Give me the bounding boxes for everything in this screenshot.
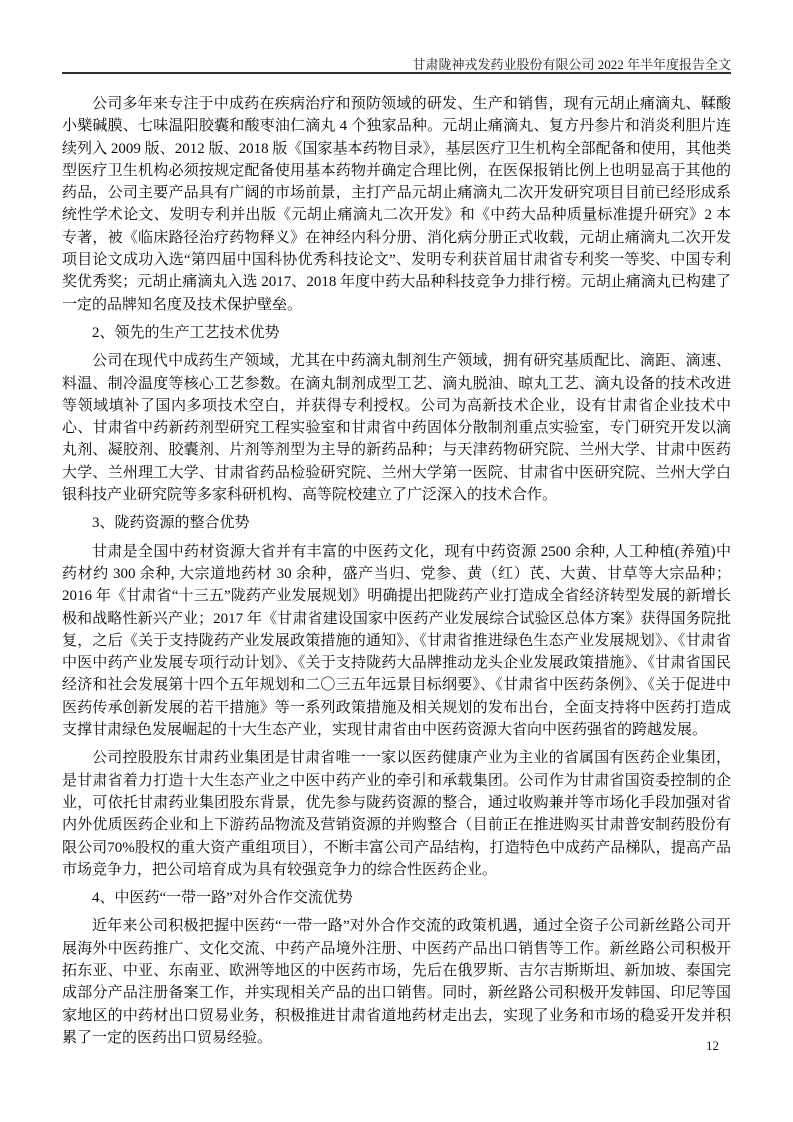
page-footer: [62, 1038, 731, 1054]
section-heading-3: 3、陇药资源的整合优势: [92, 515, 250, 532]
paragraph-products: 公司多年来专注于中成药在疾病治疗和预防领域的研发、生产和销售，现有元胡止痛滴丸、鞣酸小檗碱膜、七味温阳胶囊和酸枣油仁滴丸 4 个独家品种。元胡止痛滴丸、复方丹参片和消炎利胆片连续列入 2009 版、2012 版、2018 版《国家基本药物目录》，基层医疗卫生机构全部配备和使用，其他类型医疗卫生机构必须按规定配备使用基本药物并确定合理比例，在医保报销比例上也明显高于其他的药品，公司主要产品具有广阔的市场前景，主打产品元胡止痛滴丸二次开发研究项目目前已经形成系统性学术论文、发明专利并出版《元胡止痛滴丸二次开发》和《中药大品种质量标准提升研究》2 本专著，被《临床路径治疗药物释义》在神经内科分册、消化病分册正式收载，元胡止痛滴丸二次开发项目论文成功入选“第四届中国科协优秀科技论文”、发明专利获首届甘肃省专利奖一等奖、中国专利奖优秀奖；元胡止痛滴丸入选 2017、2018 年度中药大品种科技竞争力排行榜。元胡止痛滴丸已构建了一定的品牌知名度及技术保护壁垒。: [62, 96, 731, 313]
paragraph-resources: 甘肃是全国中药材资源大省并有丰富的中医药文化，现有中药资源 2500 余种, 人工种植(养殖)中药材约 300 余种, 大宗道地药材 30 余种，盛产当归、党参、黄（红）芪、大黄、甘草等大宗品种；2016 年《甘肃省“十三五”陇药产业发展规划》明确提出把陇药产业打造成全省经济转型发展的新增长极和战略性新兴产业；2017 年《甘肃省建设国家中医药产业发展综合试验区总体方案》获得国务院批复，之后《关于支持陇药产业发展政策措施的通知》、《甘肃省推进绿色生态产业发展规划》、《甘肃省中医中药产业发展专项行动计划》、《关于支持陇药大品牌推动龙头企业发展政策措施》、《甘肃省国民经济和社会发展第十四个五年规划和二〇三五年远景目标纲要》、《甘肃省中医药条例》、《关于促进中医药传承创新发展的若干措施》等一系列政策措施及相关规划的发布出台，全面支持将中医药打造成支撑甘肃绿色发展崛起的十大生态产业，实现甘肃省由中医药资源大省向中医药强省的跨越发展。: [62, 543, 731, 739]
section-heading-4: 4、中医药“一带一路”对外合作交流优势: [92, 890, 353, 907]
document-body: [62, 93, 731, 1055]
page-header: [62, 54, 731, 73]
paragraph-production-tech: 公司在现代中成药生产领域，尤其在中药滴丸制剂生产领域，拥有研究基质配比、滴距、滴速、料温、制冷温度等核心工艺参数。在滴丸制剂成型工艺、滴丸脱油、晾丸工艺、滴丸设备的技术改进等领域填补了国内多项技术空白，并获得专利授权。公司为高新技术企业，设有甘肃省企业技术中心、甘肃省中药新药剂型研究工程实验室和甘肃省中药固体分散制剂重点实验室，专门研究开发以滴丸剂、凝胶剂、胶囊剂、片剂等剂型为主导的新药品种；与天津药物研究院、兰州大学、甘肃中医药大学、兰州理工大学、甘肃省药品检验研究院、兰州大学第一医院、甘肃省中医研究院、兰州大学白银科技产业研究院等多家科研机构、高等院校建立了广泛深入的技术合作。: [62, 353, 731, 504]
paragraph-belt-and-road: 近年来公司积极把握中医药“一带一路”对外合作交流的政策机遇，通过全资子公司新丝路公司开展海外中医药推广、文化交流、中药产品境外注册、中医药产品出口销售等工作。新丝路公司积极开拓东亚、中亚、东南亚、欧洲等地区的中医药市场，先后在俄罗斯、吉尔吉斯斯坦、新加坡、泰国完成部分产品注册备案工作，并实现相关产品的出口销售。同时，新丝路公司积极开发韩国、印尼等国家地区的中药材出口贸易业务，积极推进甘肃省道地药材走出去，实现了业务和市场的稳妥开发并积累了一定的医药出口贸易经验。: [62, 918, 731, 1046]
section-heading-2: 2、领先的生产工艺技术优势: [92, 324, 280, 341]
paragraph-group-holding: 公司控股股东甘肃药业集团是甘肃省唯一一家以医药健康产业为主业的省属国有医药企业集团，是甘肃省着力打造十大生态产业之中医中药产业的牵引和承载集团。公司作为甘肃省国资委控制的企业，可依托甘肃药业集团股东背景，优先参与陇药资源的整合，通过收购兼并等市场化手段加强对省内外优质医药企业和上下游药品物流及营销资源的并购整合（目前正在推进购买甘肃普安制药股份有限公司70%股权的重大资产重组项目），不断丰富公司产品结构，打造特色中成药产品梯队，提高产品市场竞争力，把公司培育成为具有较强竞争力的综合性医药企业。: [62, 750, 731, 878]
header-title: 甘肃陇神戎发药业股份有限公司 2022 年半年度报告全文: [412, 57, 731, 72]
header-divider: [62, 72, 731, 74]
page-number: 12: [706, 1038, 719, 1053]
